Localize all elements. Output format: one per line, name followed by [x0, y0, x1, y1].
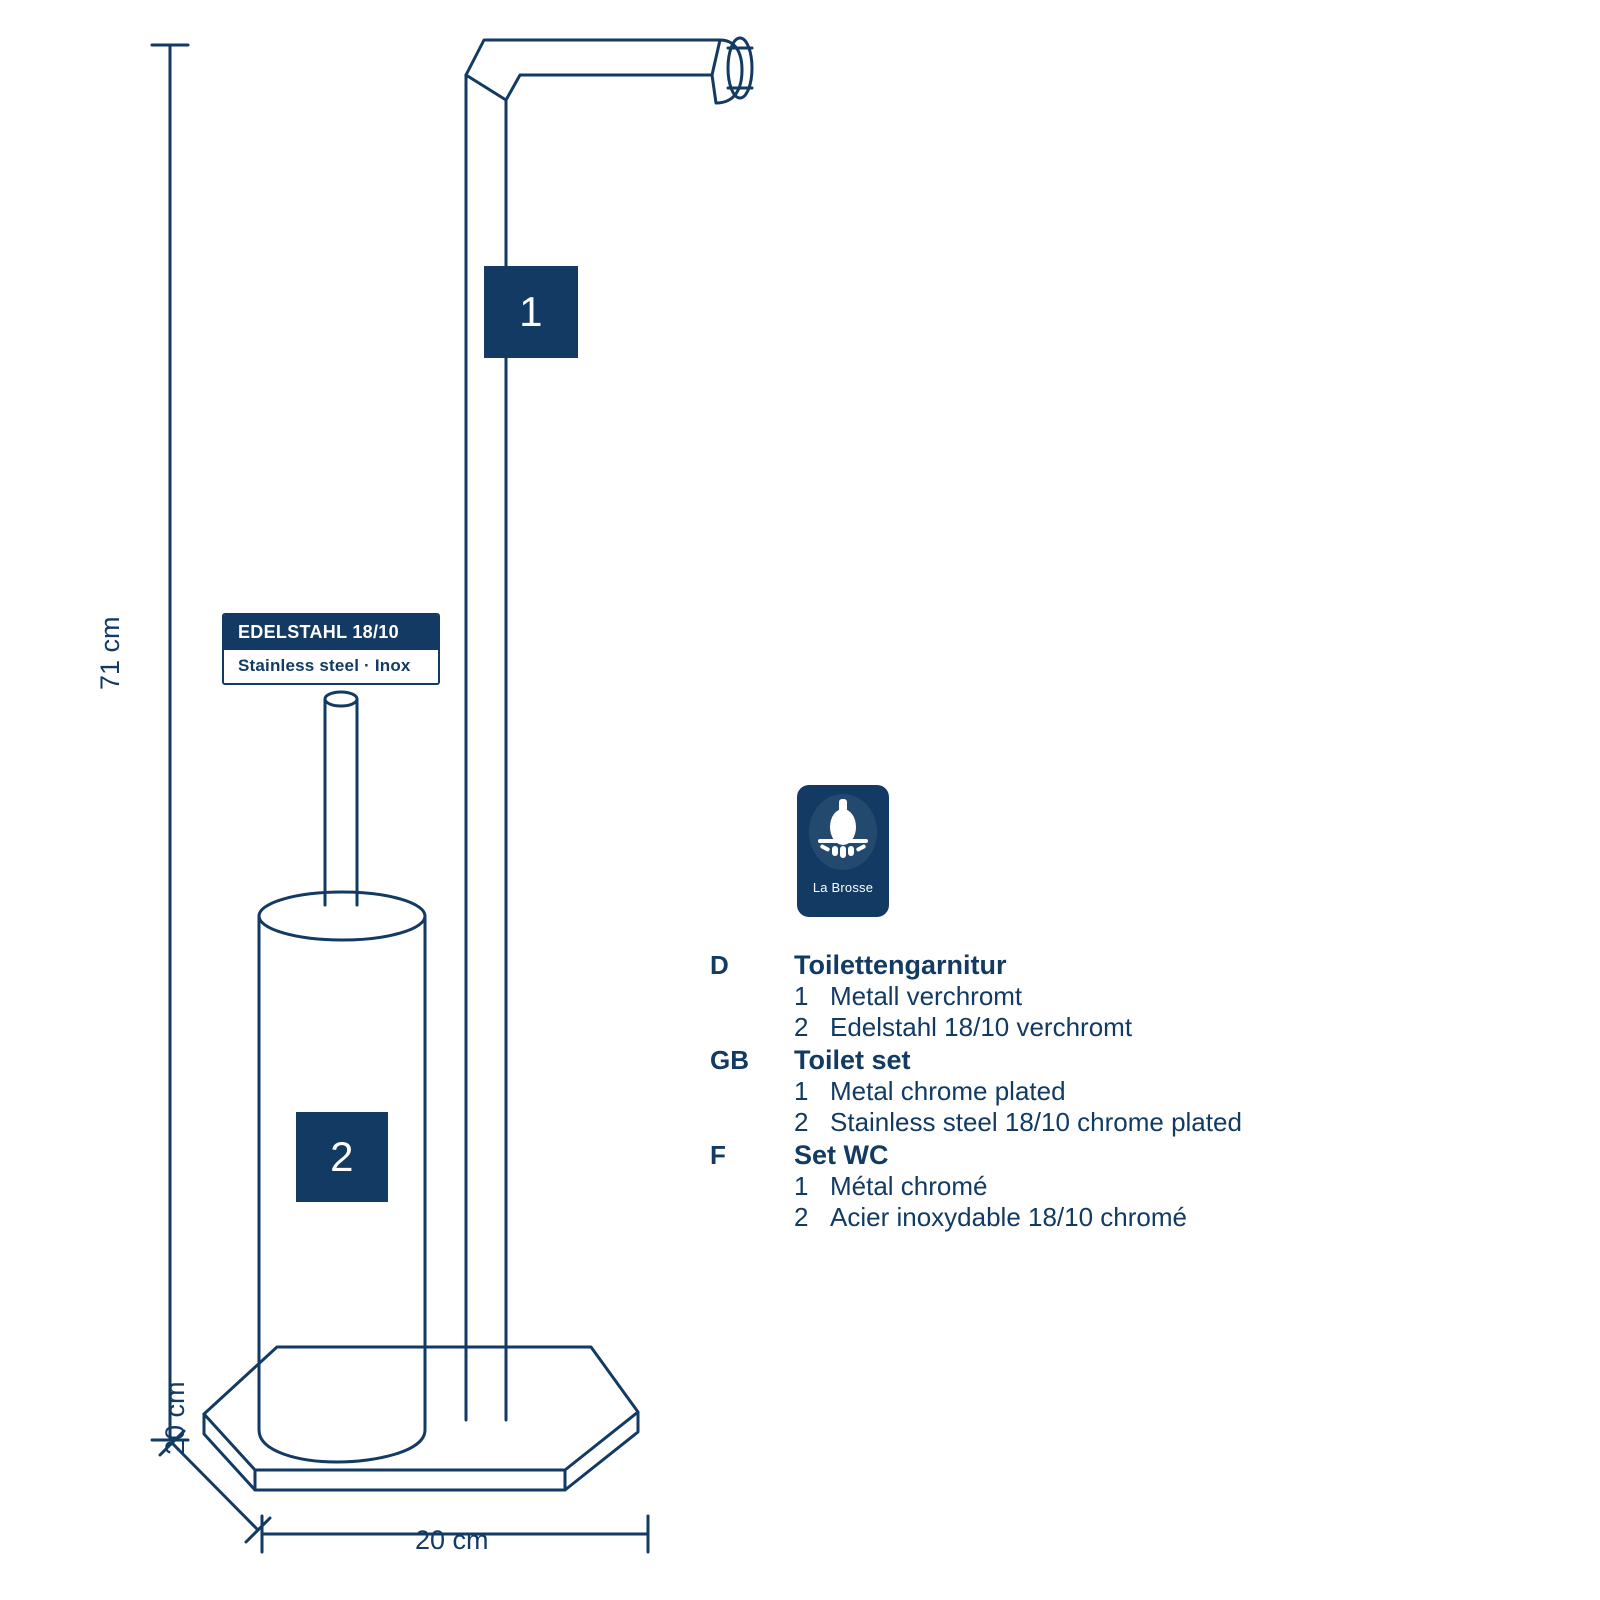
legend	[710, 950, 1430, 1235]
brand-badge-label: La Brosse	[812, 880, 874, 895]
dimension-depth-label: 20 cm	[160, 1381, 190, 1455]
dimension-width-label: 20 cm	[415, 1525, 489, 1555]
callout-2-label: 2	[330, 1133, 354, 1180]
legend-item	[794, 1202, 1430, 1233]
legend-head-gb	[710, 1045, 1430, 1076]
legend-lang-fr: F	[710, 1140, 726, 1170]
legend-item	[794, 1012, 1430, 1043]
material-badge-subtitle: Stainless steel · Inox	[224, 650, 438, 683]
legend-item	[794, 1076, 1430, 1107]
brush-brand-badge	[797, 785, 889, 917]
dimension-height-label: 71 cm	[95, 616, 125, 690]
legend-block-gb	[710, 1045, 1430, 1138]
callout-badge-2	[296, 1112, 388, 1202]
legend-head-fr	[710, 1140, 1430, 1171]
legend-title-de: Toilettengarnitur	[794, 950, 1007, 980]
legend-item-text: Métal chromé	[830, 1171, 988, 1201]
legend-lang-gb: GB	[710, 1045, 749, 1075]
legend-item-text: Stainless steel 18/10 chrome plated	[830, 1107, 1242, 1137]
legend-head-de	[710, 950, 1430, 981]
legend-item-text: Metall verchromt	[830, 981, 1023, 1011]
legend-item-number: 1	[794, 981, 809, 1011]
material-badge	[222, 613, 440, 685]
legend-item-number: 1	[794, 1171, 809, 1201]
legend-block-de	[710, 950, 1430, 1043]
legend-item	[794, 981, 1430, 1012]
legend-item-number: 2	[794, 1202, 809, 1232]
base-plate	[204, 1347, 638, 1490]
brush-handle	[325, 692, 357, 905]
callout-1-label: 1	[519, 288, 543, 335]
callout-badge-1	[484, 266, 578, 358]
toilet-brush-icon	[808, 793, 878, 876]
legend-item-number: 2	[794, 1012, 809, 1042]
legend-title-gb: Toilet set	[794, 1045, 911, 1075]
legend-title-fr: Set WC	[794, 1140, 889, 1170]
legend-item	[794, 1107, 1430, 1138]
material-badge-title: EDELSTAHL 18/10	[224, 615, 438, 650]
legend-block-fr	[710, 1140, 1430, 1233]
legend-lang-de: D	[710, 950, 729, 980]
legend-item-text: Metal chrome plated	[830, 1076, 1066, 1106]
legend-item-number: 1	[794, 1076, 809, 1106]
legend-item-number: 2	[794, 1107, 809, 1137]
legend-item-text: Acier inoxydable 18/10 chromé	[830, 1202, 1187, 1232]
legend-item-text: Edelstahl 18/10 verchromt	[830, 1012, 1133, 1042]
legend-item	[794, 1171, 1430, 1202]
